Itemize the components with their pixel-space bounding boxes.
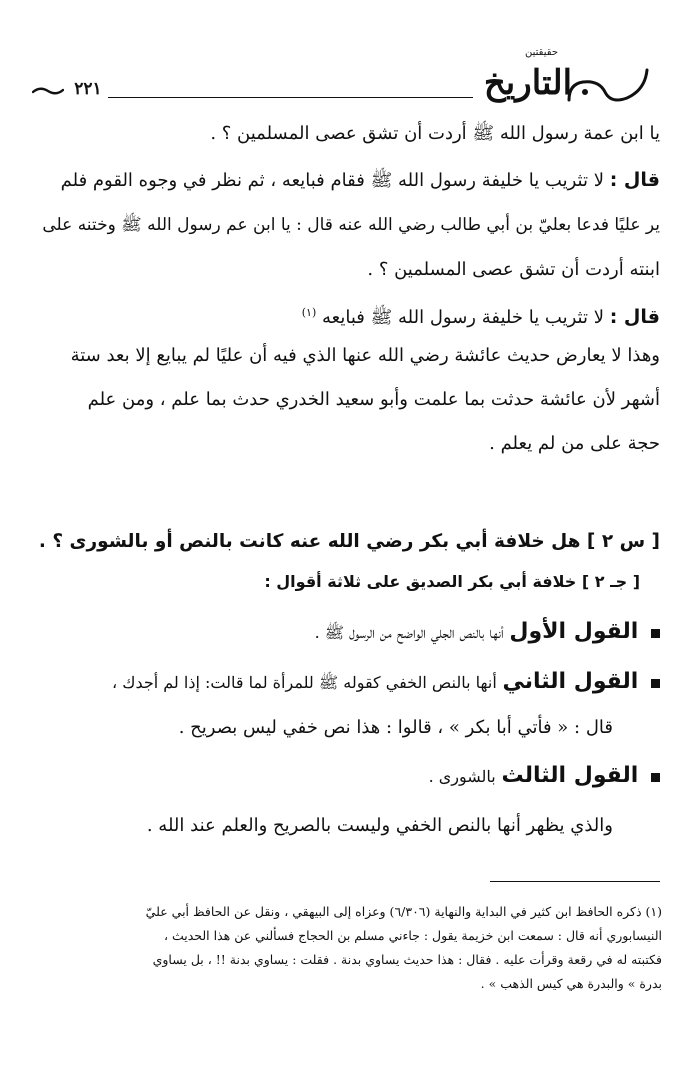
opinion-text: أنها بالنص الجلي الواضح من الرسول ﷺ . <box>314 623 504 642</box>
paragraph-text: لا تثريب يا خليفة رسول الله ﷺ فبايعه <box>321 307 604 328</box>
footnote-marker: (١) <box>301 306 317 319</box>
footnote-line: (١) ذكره الحافظ ابن كثير في البداية والنهاية (٦/٣٠٦) وعزاه إلى البيهقي ، ونقل عن الحافظ أبي عليّ <box>145 904 662 919</box>
speaker-label: قال : <box>609 306 660 328</box>
book-title: التاريخ <box>483 63 573 103</box>
paragraph-line: يا ابن عمة رسول الله ﷺ أردت أن تشق عصى المسلمين ؟ . <box>210 123 660 144</box>
book-title-small: حقيقتين <box>525 47 558 58</box>
paragraph-text: لا تثريب يا خليفة رسول الله ﷺ فقام فبايعه ، ثم نظر في وجوه القوم فلم <box>60 170 604 191</box>
opinion-label: القول الثالث <box>501 763 639 788</box>
question-heading: [ س ٢ ] هل خلافة أبي بكر رضي الله عنه كانت بالنص أو بالشورى ؟ . <box>38 531 660 552</box>
conclusion-line: والذي يظهر أنها بالنص الخفي وليست بالصريح والعلم عند الله . <box>146 815 613 836</box>
opinion-item <box>38 614 660 651</box>
footnote-line: النيسابوري أنه قال : سمعت ابن خزيمة يقول : جاءني مسلم بن الحجاج فسألني عن هذا الحديث ، <box>163 928 662 943</box>
paragraph-line: وهذا لا يعارض حديث عائشة رضي الله عنها الذي فيه أن عليًا لم يبايع إلا بعد ستة <box>70 345 660 366</box>
tilde-ornament-icon <box>32 86 64 96</box>
paragraph-line: حجة على من لم يعلم . <box>489 433 660 454</box>
opinion-label: القول الأول <box>509 619 639 644</box>
opinion-item <box>38 758 660 795</box>
paragraph-line: ير عليًا فدعا بعليّ بن أبي طالب رضي الله عنه قال : يا ابن عم رسول الله ﷺ وختنه على <box>42 215 660 235</box>
opinion-text: أنها بالنص الخفي كقوله ﷺ للمرأة لما قالت: إذا لم أجدك ، <box>112 673 497 692</box>
paragraph-line: أشهر لأن عائشة حدثت بما علمت وأبو سعيد الخدري حدث بما علم ، ومن علم <box>87 389 660 410</box>
square-bullet-icon <box>651 629 660 638</box>
opinion-item <box>38 664 660 701</box>
paragraph-line: ابنته أردت أن تشق عصى المسلمين ؟ . <box>367 259 660 280</box>
paragraph-line <box>38 164 660 197</box>
calligraphy-flourish-icon <box>565 62 650 108</box>
speaker-label: قال : <box>609 169 660 191</box>
header-rule <box>108 97 473 98</box>
answer-heading: [ جـ ٢ ] خلافة أبي بكر الصديق على ثلاثة أقوال : <box>264 572 640 591</box>
footnote-line: بدرة » والبدرة هي كيس الذهب » . <box>480 976 662 991</box>
page-number: ٢٢١ <box>74 79 102 99</box>
footnote-line: فكتبته له في رقعة وقرأت عليه . فقال : هذا حديث يساوي بدنة . فقلت : يساوي بدنة !! ، بل يساوي <box>152 952 662 967</box>
footnote-rule <box>490 881 660 882</box>
paragraph-line <box>38 297 660 334</box>
square-bullet-icon <box>651 679 660 688</box>
opinion-text: بالشورى . <box>428 767 496 786</box>
opinion-continuation: قال : « فأتي أبا بكر » ، قالوا : هذا نص خفي ليس بصريح . <box>178 717 613 738</box>
square-bullet-icon <box>651 773 660 782</box>
opinion-label: القول الثاني <box>502 669 639 694</box>
